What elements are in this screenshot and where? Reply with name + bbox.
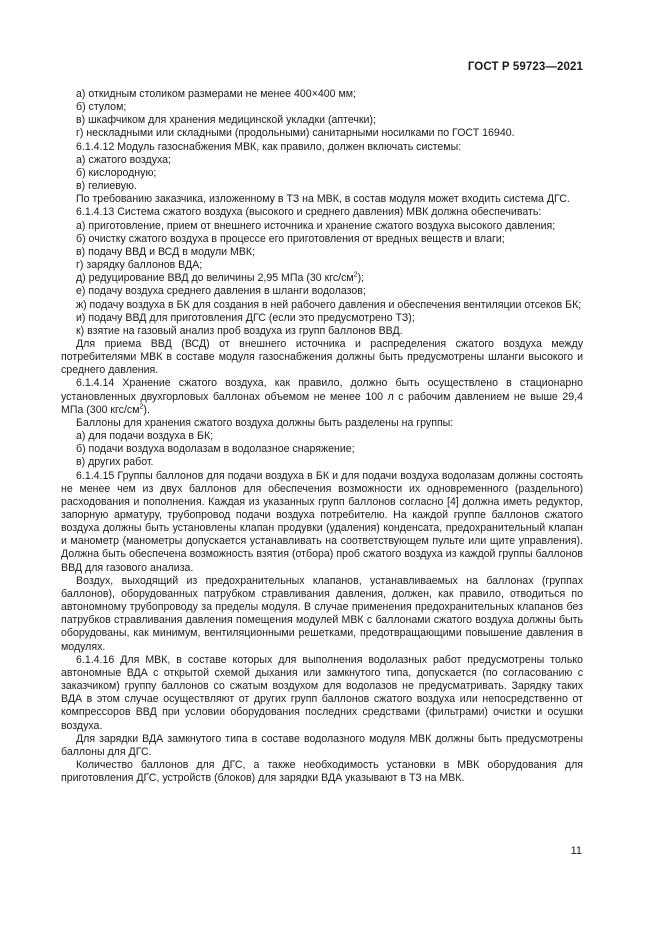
superscript: 2 [353, 271, 358, 279]
list-item-tail: ); [357, 272, 365, 285]
document-body [61, 88, 583, 785]
list-item: к) взятие на газовый анализ проб воздуха из групп баллонов ВВД. [76, 324, 403, 337]
list-item: и) подачу ВВД для приготовления ДГС (если это предусмотрено ТЗ); [76, 311, 415, 324]
paragraph: Количество баллонов для ДГС, а также необходимость установки в МВК оборудования для приготовления ДГС, устройств (блоков) для зарядки ВДА указывают в ТЗ на МВК. [61, 758, 583, 785]
clause-6-1-4-12: 6.1.4.12 Модуль газоснабжения МВК, как правило, должен включать системы: [76, 140, 462, 153]
list-item: г) зарядку баллонов ВДА; [76, 259, 203, 272]
list-item: б) очистку сжатого воздуха в процессе его приготовления от вредных веществ и влаги; [76, 232, 505, 245]
list-item: в) шкафчиком для хранения медицинской укладки (аптечки); [76, 114, 376, 127]
paragraph: По требованию заказчика, изложенному в ТЗ на МВК, в состав модуля может входить система ДГС. [76, 193, 570, 206]
list-item [61, 272, 583, 285]
clause-6-1-4-14 [61, 377, 583, 416]
clause-6-1-4-16: 6.1.4.16 Для МВК, в составе которых для выполнения водолазных работ предусмотрены только автономные ВДА с открытой схемой дыхания или замкнутого типа, допускается (по согласованию с заказчиком) группу баллонов со сжатым воздухом для водолазов не предусматривать. Зарядку таких ВДА в этом случае осуществляют от других групп баллонов сжатого воздуха или непосредственно от компрессоров ВВД при условии оборудования последних средствами (фильтрами) очистки и осушки воздуха. [61, 653, 583, 732]
standard-designation: ГОСТ Р 59723—2021 [467, 61, 583, 73]
paragraph-tail: ). [143, 403, 150, 416]
list-item: в) других работ. [76, 456, 154, 469]
list-item: в) гелиевую. [76, 180, 137, 193]
list-item: а) откидным столиком размерами не менее 400×400 мм; [76, 88, 357, 100]
list-item: б) подачи воздуха водолазам в водолазное снаряжение; [76, 443, 355, 456]
paragraph: Для приема ВВД (ВСД) от внешнего источника и распределения сжатого воздуха между потребителями МВК в составе модуля газоснабжения должны быть предусмотрены шланги высокого и среднего давления. [61, 337, 583, 377]
paragraph: Воздух, выходящий из предохранительных клапанов, устанавливаемых на баллонах (группах баллонов), оборудованных патрубком стравливания давления, должен, как правило, отводиться по автономному трубопроводу за пределы модуля. В случае применения предохранительных клапанов без патрубков стравливания давления помещения модулей МВК с баллонами сжатого воздуха должны быть оборудованы, как минимум, вентиляционными решетками, предотвращающими повышение давления в модулях. [61, 574, 583, 653]
clause-6-1-4-15: 6.1.4.15 Группы баллонов для подачи воздуха в БК и для подачи воздуха водолазам должны состоять не менее чем из двух баллонов для обеспечения возможности их одновременного (раздельного) расходования и пополнения. Каждая из указанных групп баллонов согласно [4] должна иметь редуктор, запорную арматуру, трубопровод подачи воздуха потребителю. На каждой группе баллонов сжатого воздуха должны быть установлены клапан продувки (удаления) конденсата, предохранительный клапан и манометр (манометры допускается устанавливать на соответствующем пульте или щите управления). Должна быть обеспечена возможность взятия (отбора) проб сжатого воздуха из каждой группы баллонов ВВД для газового анализа. [61, 469, 583, 574]
list-item: б) кислородную; [76, 166, 157, 179]
list-item: г) нескладными или складными (продольными) санитарными носилками по ГОСТ 16940. [76, 127, 515, 140]
list-item: а) сжатого воздуха; [76, 153, 172, 166]
list-item: а) приготовление, прием от внешнего источника и хранение сжатого воздуха высокого давления; [76, 219, 556, 232]
clause-6-1-4-13: 6.1.4.13 Система сжатого воздуха (высокого и среднего давления) МВК должна обеспечивать: [76, 206, 542, 219]
page-number: 11 [570, 845, 582, 857]
superscript: 2 [139, 403, 144, 411]
list-item-text: д) редуцирование ВВД до величины 2,95 МПа (30 кгс/см [76, 272, 354, 285]
list-item: ж) подачу воздуха в БК для создания в ней рабочего давления и обеспечения вентиляции отсеков БК; [76, 298, 582, 311]
list-item: а) для подачи воздуха в БК; [76, 430, 214, 443]
list-item: б) стулом; [76, 101, 127, 114]
paragraph: Баллоны для хранения сжатого воздуха должны быть разделены на группы: [76, 416, 454, 429]
list-item: е) подачу воздуха среднего давления в шланги водолазов; [76, 285, 366, 298]
paragraph: Для зарядки ВДА замкнутого типа в составе водолазного модуля МВК должны быть предусмотрены баллоны для ДГС. [61, 732, 583, 758]
paragraph-text: 6.1.4.14 Хранение сжатого воздуха, как правило, должно быть осуществлено в стационарно установленных двухгорловых баллонах объемом не менее 100 л с рабочим давлением не выше 29,4 МПа (300 кгс/см [61, 377, 583, 416]
list-item: в) подачу ВВД и ВСД в модули МВК; [76, 245, 256, 258]
